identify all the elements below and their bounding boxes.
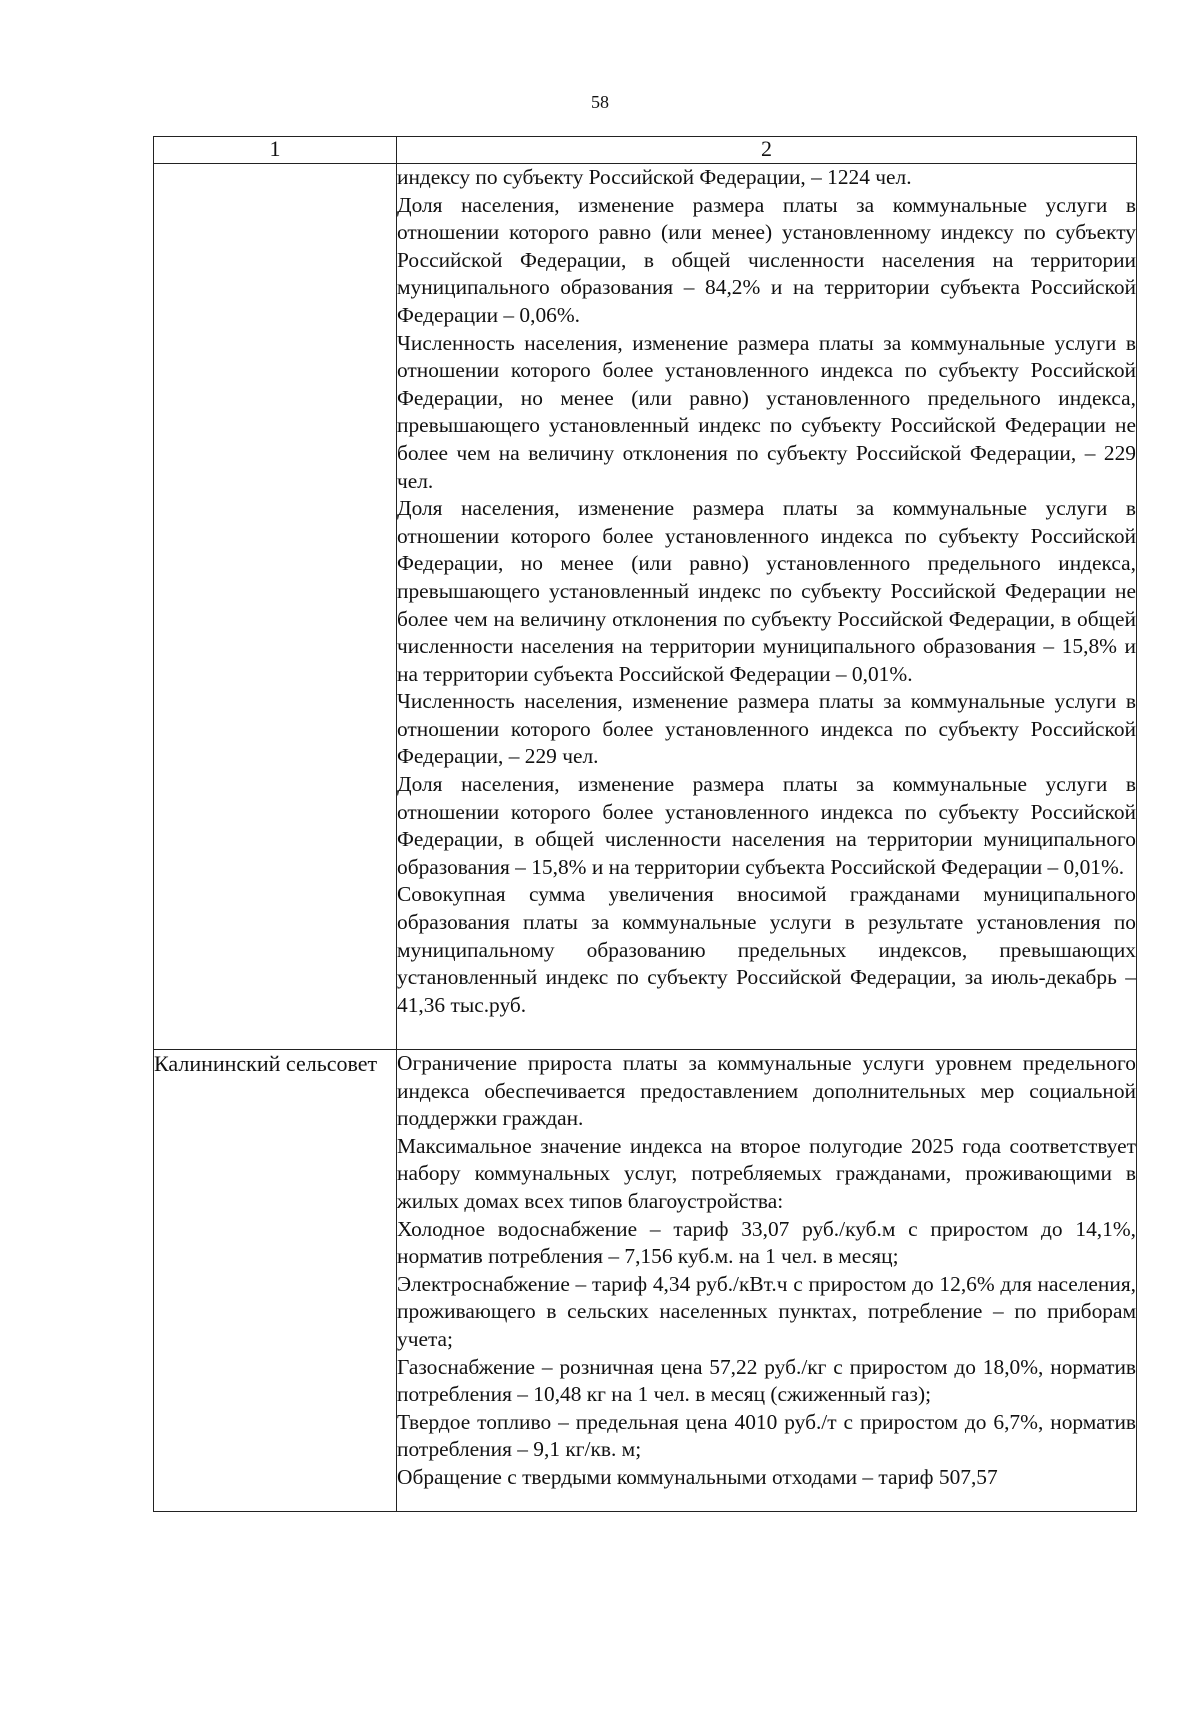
column-header: 1 — [154, 137, 397, 164]
paragraph: Численность населения, изменение размера платы за коммунальные услуги в отношении которого более установленного индекса по субъекту Российской Федерации, но менее (или равно) установленного предельного индекса, превышающего установленный индекс по субъекту Российской Федерации не более чем на величину отклонения по субъекту Российской Федерации, – 229 чел. — [397, 330, 1136, 493]
paragraph: Доля населения, изменение размера платы за коммунальные услуги в отношении которого более установленного индекса по субъекту Российской Федерации, но менее (или равно) установленного предельного индекса, превышающего установленный индекс по субъекту Российской Федерации не более чем на величину отклонения по субъекту Российской Федерации, в общей численности населения на территории муниципального образования – 15,8% и на территории субъекта Российской Федерации – 0,01%. — [397, 496, 1136, 686]
paragraph: Доля населения, изменение размера платы за коммунальные услуги в отношении которого равно (или менее) установленному индексу по субъекту Российской Федерации, в общей численности населения на территории муниципального образования – 84,2% и на территории субъекта Российской Федерации – 0,06%. — [397, 192, 1136, 327]
paragraph: Совокупная сумма увеличения вносимой гражданами муниципального образования платы за коммунальные услуги в результате установления по муниципальному образованию предельных индексов, превышающих установленный индекс по субъекту Российской Федерации, за июль-декабрь – 41,36 тыс.руб. — [397, 882, 1136, 1017]
table-header-row — [154, 137, 1137, 164]
municipality-cell: Калининский сельсовет — [154, 1050, 397, 1512]
paragraph: индексу по субъекту Российской Федерации, – 1224 чел. — [397, 165, 912, 189]
page-number: 58 — [591, 92, 609, 112]
paragraph: Доля населения, изменение размера платы за коммунальные услуги в отношении которого более установленного индекса по субъекту Российской Федерации, в общей численности населения на территории муниципального образования – 15,8% и на территории субъекта Российской Федерации – 0,01%. — [397, 772, 1136, 879]
description-cell — [397, 1050, 1137, 1512]
paragraph: Численность населения, изменение размера платы за коммунальные услуги в отношении которого более установленного индекса по субъекту Российской Федерации, – 229 чел. — [397, 689, 1136, 769]
table-row — [154, 164, 1137, 1050]
paragraph: Максимальное значение индекса на второе полугодие 2025 года соответствует набору коммунальных услуг, потребляемых гражданами, проживающими в жилых домах всех типов благоустройства: — [397, 1133, 1136, 1213]
paragraph: Ограничение прироста платы за коммунальные услуги уровнем предельного индекса обеспечивается предоставлением дополнительных мер социальной поддержки граждан. — [397, 1051, 1136, 1131]
data-table — [153, 136, 1137, 1512]
paragraph: Обращение с твердыми коммунальными отходами – тариф 507,57 — [397, 1464, 998, 1489]
table-row — [154, 1050, 1137, 1512]
municipality-cell — [154, 164, 397, 1050]
paragraph: Электроснабжение – тариф 4,34 руб./кВт.ч с приростом до 12,6% для населения, проживающего в сельских населенных пунктах, потребление – по приборам учета; — [397, 1271, 1136, 1351]
paragraph: Твердое топливо – предельная цена 4010 руб./т с приростом до 6,7%, норматив потребления – 9,1 кг/кв. м; — [397, 1409, 1136, 1462]
description-cell — [397, 164, 1137, 1050]
column-header: 2 — [397, 137, 1137, 164]
paragraph: Газоснабжение – розничная цена 57,22 руб./кг с приростом до 18,0%, норматив потребления – 10,48 кг на 1 чел. в месяц (сжиженный газ); — [397, 1354, 1136, 1407]
paragraph: Холодное водоснабжение – тариф 33,07 руб./куб.м с приростом до 14,1%, норматив потребления – 7,156 куб.м. на 1 чел. в месяц; — [397, 1216, 1136, 1269]
